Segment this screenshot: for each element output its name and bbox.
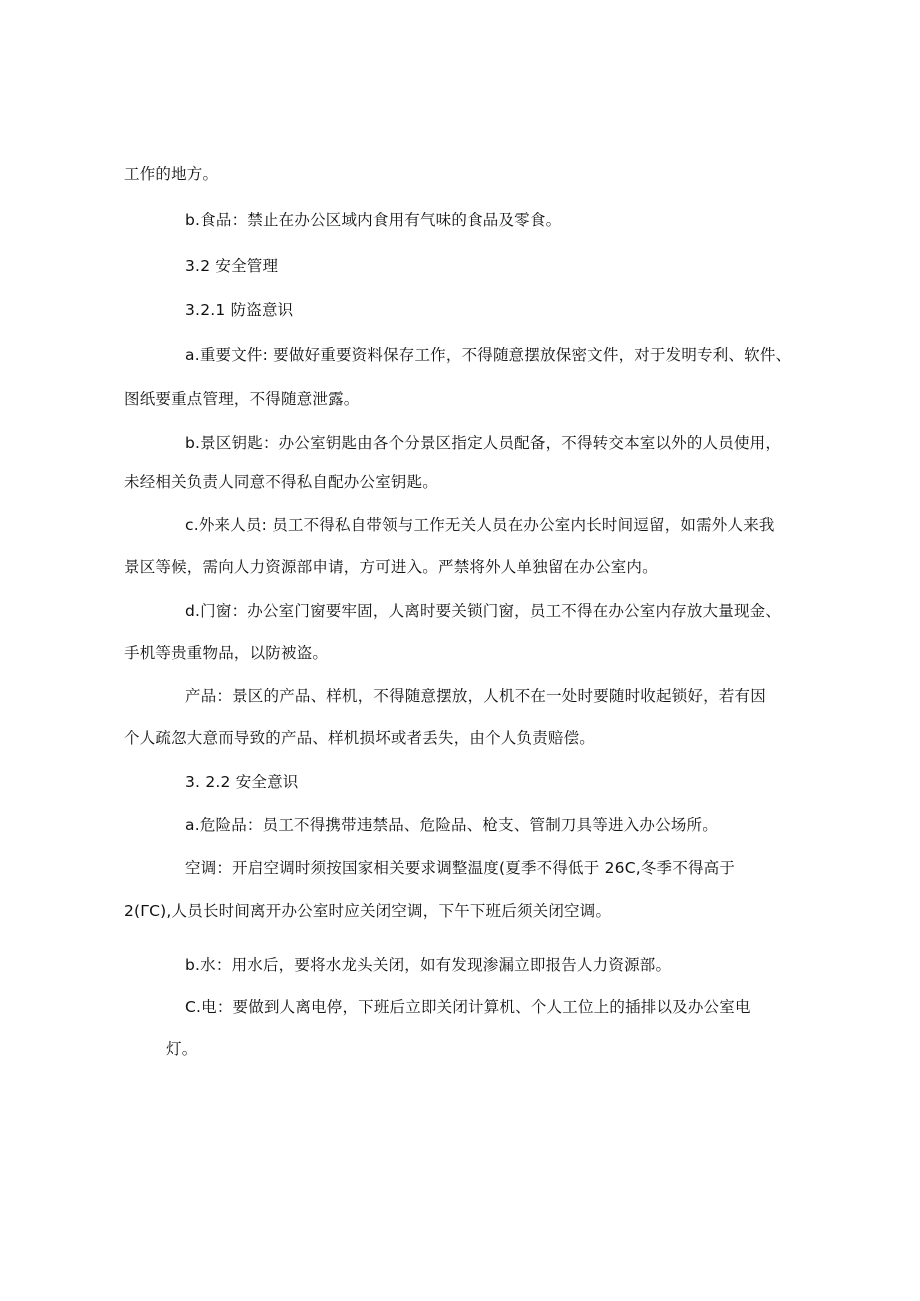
text-line: 个人疏忽大意而导致的产品、样机损坏或者丢失，由个人负责赔偿。: [124, 729, 596, 747]
text-line: 工作的地方。: [124, 165, 219, 183]
text-line: a.重要文件: 要做好重要资料保存工作，不得随意摆放保密文件，对于发明专利、软件、: [185, 346, 792, 364]
section-heading: 3. 2.2 安全意识: [185, 773, 299, 791]
text-line: b.景区钥匙：办公室钥匙由各个分景区指定人员配备，不得转交本室以外的人员使用，: [185, 434, 782, 452]
text-line: C.电：要做到人离电停，下班后立即关闭计算机、个人工位上的插排以及办公室电: [185, 998, 751, 1016]
section-heading: 3.2 安全管理: [185, 257, 279, 275]
text-line: 空调：开启空调时须按国家相关要求调整温度(夏季不得低于 26C,冬季不得高于: [185, 859, 736, 877]
text-line: 图纸要重点管理，不得随意泄露。: [124, 390, 360, 408]
text-line: b.食品：禁止在办公区域内食用有气味的食品及零食。: [185, 211, 562, 229]
text-line: c.外来人员: 员工不得私自带领与工作无关人员在办公室内长时间逗留，如需外人来我: [185, 516, 775, 534]
text-line: 灯。: [166, 1040, 198, 1058]
text-line: 未经相关负责人同意不得私自配办公室钥匙。: [124, 473, 439, 491]
text-line: b.水：用水后，要将水龙头关闭，如有发现渗漏立即报告人力资源部。: [185, 956, 672, 974]
text-line: d.门窗：办公室门窗要牢固，人离时要关锁门窗，员工不得在办公室内存放大量现金、: [185, 602, 782, 620]
text-line: 手机等贵重物品，以防被盗。: [124, 644, 329, 662]
text-line: 2(ΓC),人员长时间离开办公室时应关闭空调，下午下班后须关闭空调。: [124, 902, 612, 920]
text-line: 产品：景区的产品、样机，不得随意摆放，人机不在一处时要随时收起锁好，若有因: [185, 687, 766, 705]
text-line: 景区等候，需向人力资源部申请，方可进入。严禁将外人单独留在办公室内。: [124, 558, 658, 576]
subsection-heading: 3.2.1 防盗意识: [185, 301, 294, 319]
text-line: a.危险品：员工不得携带违禁品、危险品、枪支、管制刀具等进入办公场所。: [185, 816, 718, 834]
